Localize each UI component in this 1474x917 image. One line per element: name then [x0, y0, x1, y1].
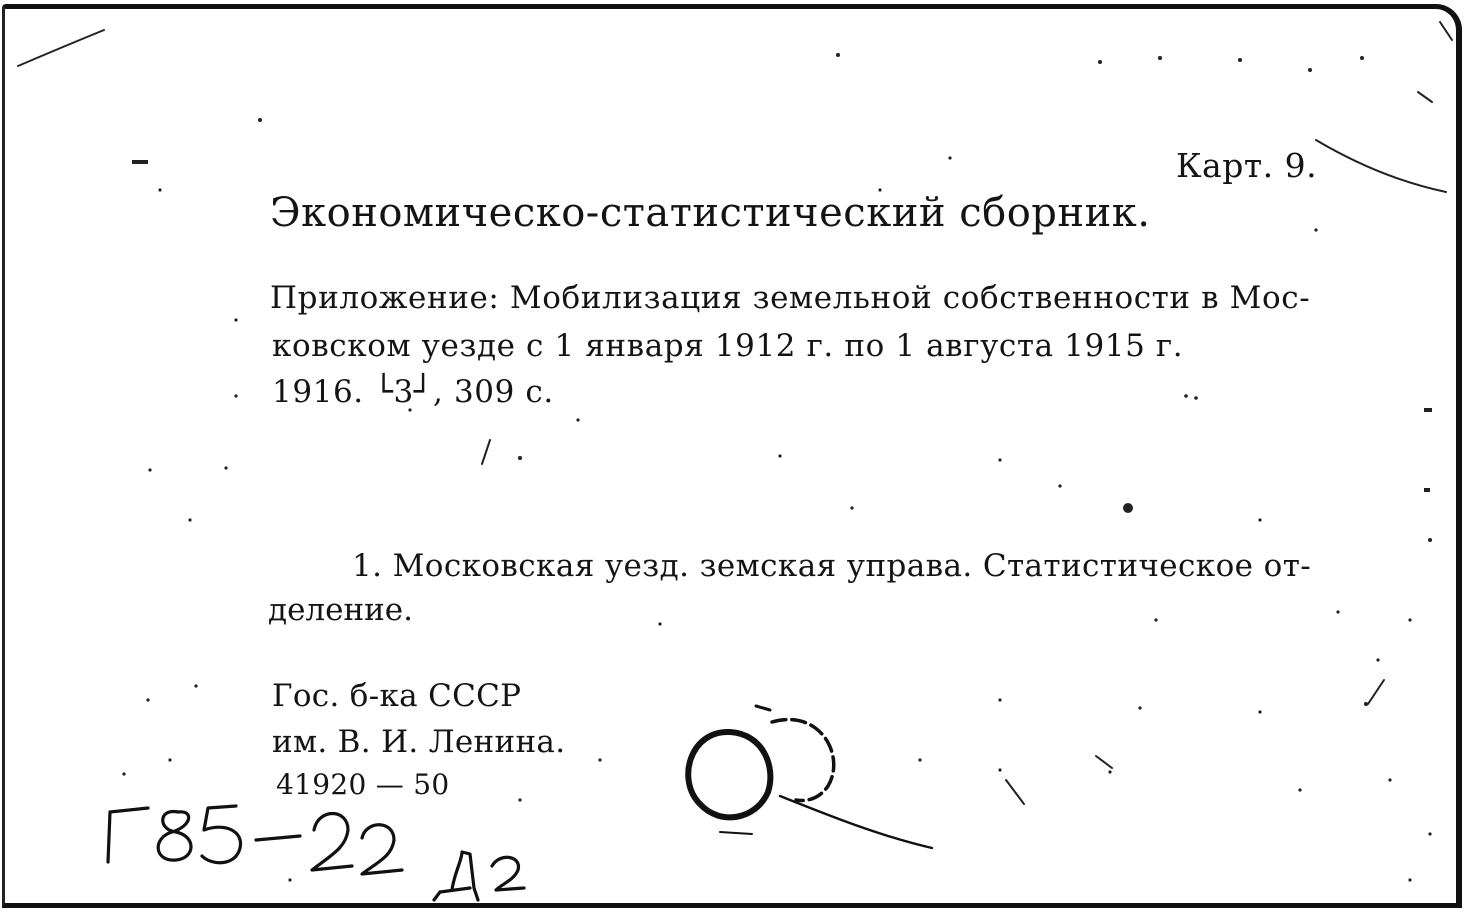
- library-stamp-line: Гос. б-ка СССР: [272, 678, 522, 714]
- subject-heading-line: деление.: [268, 592, 413, 628]
- book-title: Экономическо-статистический сборник.: [270, 190, 1151, 236]
- description-line: ковском уезде с 1 января 1912 г. по 1 августа 1915 г.: [272, 328, 1184, 364]
- subject-heading-line: 1. Московская уезд. земская управа. Статистическое от-: [352, 548, 1312, 584]
- library-stamp-line: 41920 — 50: [276, 768, 450, 801]
- description-line: 1916. └3┘, 309 с.: [272, 374, 554, 410]
- card-number: Карт. 9.: [1176, 146, 1318, 185]
- ink-circle-doodle: [660, 696, 950, 866]
- library-stamp-line: им. В. И. Ленина.: [272, 724, 566, 760]
- description-line: Приложение: Мобилизация земельной собственности в Мос-: [270, 280, 1311, 316]
